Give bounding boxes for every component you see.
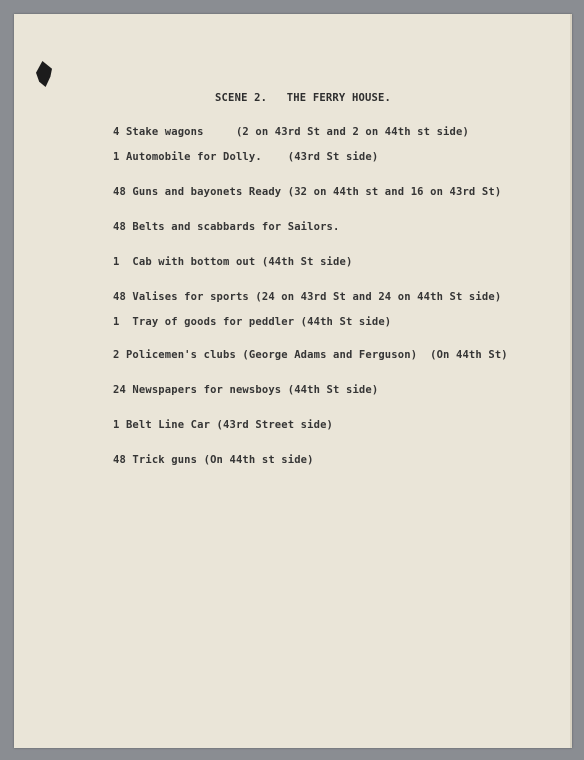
scene-title: SCENE 2. THE FERRY HOUSE. [215,92,392,104]
punch-hole [36,61,52,87]
prop-line-automobile: 1 Automobile for Dolly. (43rd St side) [113,151,379,163]
prop-line-cab: 1 Cab with bottom out (44th St side) [113,256,353,268]
prop-line-valises: 48 Valises for sports (24 on 43rd St and 24 on 44th St side) [113,291,502,303]
prop-line-newspapers: 24 Newspapers for newsboys (44th St side) [113,384,379,396]
prop-line-guns: 48 Guns and bayonets Ready (32 on 44th st and 16 on 43rd St) [113,186,502,198]
prop-line-tray: 1 Tray of goods for peddler (44th St side) [113,316,392,328]
prop-line-belt-line-car: 1 Belt Line Car (43rd Street side) [113,419,334,431]
prop-line-belts: 48 Belts and scabbards for Sailors. [113,221,340,233]
prop-line-stake-wagons: 4 Stake wagons (2 on 43rd St and 2 on 44th st side) [113,126,469,138]
paper-sheet [14,14,572,748]
prop-line-policemen-clubs: 2 Policemen's clubs (George Adams and Ferguson) (On 44th St) [113,349,508,361]
prop-line-trick-guns: 48 Trick guns (On 44th st side) [113,454,314,466]
